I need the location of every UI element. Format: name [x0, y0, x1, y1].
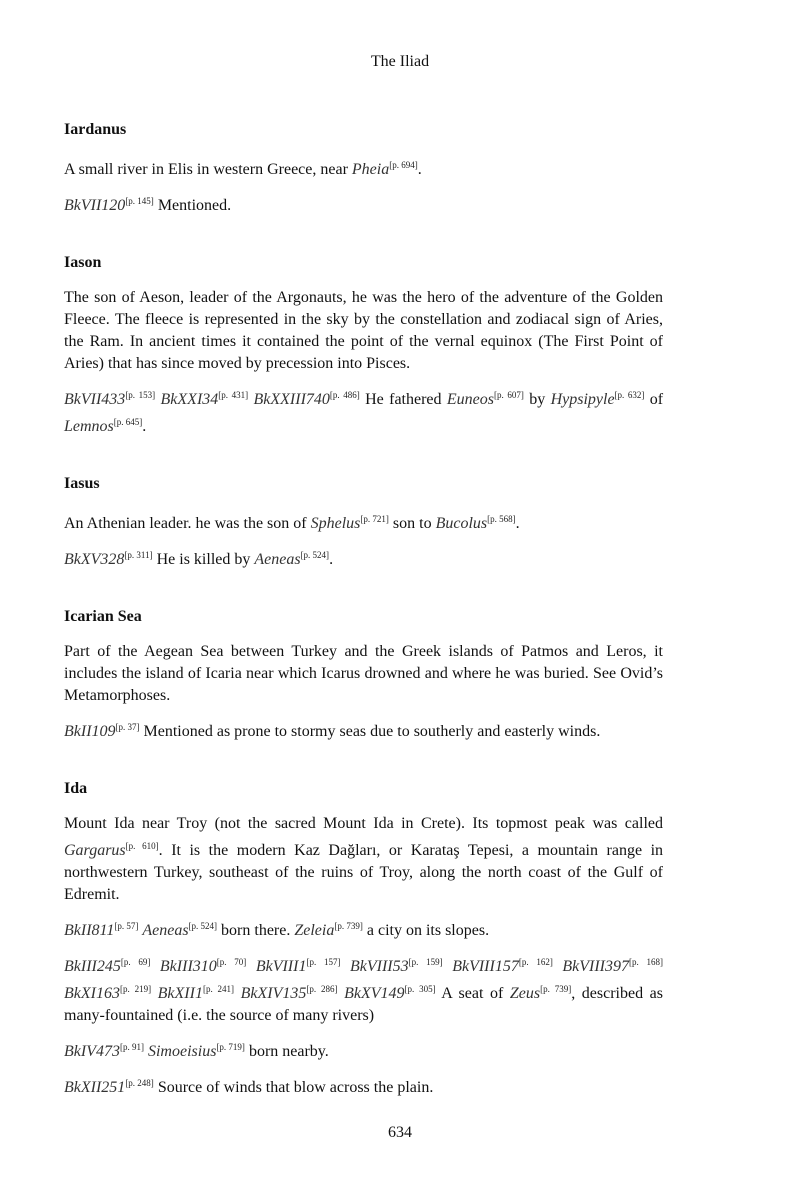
- cross-reference-link[interactable]: Zeus: [509, 985, 541, 1002]
- glossary-entry: [64, 120, 663, 217]
- cross-reference-link[interactable]: Hypsipyle: [550, 391, 615, 408]
- entry-text: A small river in Elis in western Greece, near: [64, 161, 352, 178]
- glossary-entry: [64, 779, 663, 1099]
- page-reference: [p. 162]: [518, 957, 553, 967]
- cross-reference-link[interactable]: Euneos: [446, 391, 494, 408]
- entry-definition: [64, 641, 663, 707]
- page-reference: [p. 157]: [306, 957, 341, 967]
- cross-reference-link[interactable]: Aeneas: [254, 551, 301, 568]
- cross-reference-link[interactable]: BkVIII397: [562, 958, 630, 975]
- page-reference: [p. 168]: [629, 957, 664, 967]
- entry-definition: [64, 287, 663, 375]
- page-reference: [p. 286]: [306, 984, 338, 994]
- glossary-entry: [64, 474, 663, 571]
- page-reference: [p. 37]: [115, 722, 140, 732]
- page-reference: [p. 69]: [120, 957, 151, 967]
- page-reference: [p. 568]: [487, 514, 516, 524]
- entry-text: [443, 958, 453, 975]
- entry-text: of: [644, 391, 664, 408]
- entry-text: .: [142, 418, 147, 435]
- page-reference: [p. 739]: [334, 921, 363, 931]
- entry-text: The son of Aeson, leader of the Argonauts, he was the hero of the adventure of the Golden Fleece. The fleece is represented in the sky by the constellation and zodiacal sign of Aries, the Ram. In ancient times it contained the point of the vernal equinox (The First Point of Aries) that has since moved by precession into Pisces.: [64, 289, 663, 372]
- page-reference: [p. 719]: [216, 1042, 245, 1052]
- entry-text: [234, 985, 241, 1002]
- cross-reference-link[interactable]: BkXIV135: [240, 985, 307, 1002]
- entry-text: Mount Ida near Troy (not the sacred Mount Ida in Crete). Its topmost peak was called: [64, 815, 663, 832]
- cross-reference-link[interactable]: BkVIII157: [452, 958, 519, 975]
- cross-reference-link[interactable]: BkIII245: [64, 958, 121, 975]
- cross-reference-link[interactable]: Lemnos: [64, 418, 114, 435]
- entry-citation: [64, 384, 663, 438]
- entry-text: born there.: [217, 922, 295, 939]
- entry-text: An Athenian leader. he was the son of: [64, 515, 311, 532]
- entry-text: .: [515, 515, 520, 532]
- page-reference: [p. 632]: [614, 390, 645, 400]
- entry-text: Part of the Aegean Sea between Turkey and the Greek islands of Patmos and Leros, it includes the island of Icaria near which Icarus drowned and where he was buried. See Ovid’s Metamorphoses.: [64, 643, 663, 704]
- page-reference: [p. 159]: [408, 957, 443, 967]
- entry-definition: [64, 813, 663, 906]
- entry-headword: Icarian Sea: [64, 608, 142, 625]
- entry-text: A seat of: [435, 985, 510, 1002]
- page-number: 634: [388, 1124, 412, 1141]
- cross-reference-link[interactable]: BkIV473: [64, 1043, 120, 1060]
- entry-citation: [64, 544, 663, 571]
- page-reference: [p. 721]: [360, 514, 389, 524]
- page-reference: [p. 610]: [125, 841, 159, 851]
- entry-text: born nearby.: [244, 1043, 329, 1060]
- page-reference: [p. 524]: [300, 550, 330, 560]
- entry-text: [553, 958, 563, 975]
- cross-reference-link[interactable]: BkXXIII740: [253, 391, 330, 408]
- page-reference: [p. 91]: [119, 1042, 144, 1052]
- running-header: The Iliad: [370, 53, 430, 70]
- page-reference: [p. 305]: [404, 984, 436, 994]
- cross-reference-link[interactable]: Gargarus: [64, 842, 126, 859]
- cross-reference-link[interactable]: BkII811: [64, 922, 115, 939]
- glossary-content: [64, 120, 663, 1135]
- cross-reference-link[interactable]: BkII109: [64, 723, 116, 740]
- entry-text: a city on its slopes.: [362, 922, 490, 939]
- entry-definition: [64, 508, 663, 535]
- page-reference: [p. 524]: [188, 921, 218, 931]
- entry-text: Source of winds that blow across the plain.: [153, 1079, 434, 1096]
- entry-citation: [64, 716, 663, 743]
- cross-reference-link[interactable]: BkIII310: [159, 958, 217, 975]
- entry-text: .: [329, 551, 334, 568]
- cross-reference-link[interactable]: Bucolus: [435, 515, 488, 532]
- entry-text: .: [417, 161, 422, 178]
- entry-text: He is killed by: [152, 551, 255, 568]
- entry-citation: [64, 190, 663, 217]
- entry-headword: Ida: [64, 780, 88, 797]
- entry-text: [340, 958, 350, 975]
- entry-text: by: [523, 391, 551, 408]
- page-reference: [p. 431]: [218, 390, 249, 400]
- page-reference: [p. 311]: [124, 550, 153, 560]
- page-reference: [p. 57]: [114, 921, 139, 931]
- cross-reference-link[interactable]: Simoeisius: [147, 1043, 217, 1060]
- cross-reference-link[interactable]: BkVII120: [64, 197, 126, 214]
- entry-citation: [64, 951, 663, 1027]
- entry-text: Mentioned.: [153, 197, 232, 214]
- cross-reference-link[interactable]: BkXV149: [344, 985, 405, 1002]
- glossary-entry: [64, 253, 663, 438]
- cross-reference-link[interactable]: Pheia: [351, 161, 390, 178]
- cross-reference-link[interactable]: BkXI163: [64, 985, 120, 1002]
- page-reference: [p. 145]: [125, 196, 154, 206]
- page-reference: [p. 486]: [329, 390, 360, 400]
- page-reference: [p. 153]: [125, 390, 156, 400]
- cross-reference-link[interactable]: BkXII251: [64, 1079, 126, 1096]
- entry-text: son to: [388, 515, 436, 532]
- cross-reference-link[interactable]: BkXII1: [157, 985, 203, 1002]
- entry-text: He fathered: [359, 391, 447, 408]
- entry-text: [151, 985, 158, 1002]
- cross-reference-link[interactable]: Zeleia: [294, 922, 335, 939]
- entry-text: [246, 958, 256, 975]
- entry-citation: [64, 1072, 663, 1099]
- cross-reference-link[interactable]: BkVIII53: [350, 958, 409, 975]
- glossary-entry: [64, 607, 663, 743]
- page-reference: [p. 645]: [113, 417, 143, 427]
- page-reference: [p. 739]: [540, 984, 572, 994]
- cross-reference-link[interactable]: BkXV328: [64, 551, 125, 568]
- entry-text: Mentioned as prone to stormy seas due to southerly and easterly winds.: [139, 723, 601, 740]
- cross-reference-link[interactable]: Sphelus: [310, 515, 361, 532]
- page-reference: [p. 219]: [119, 984, 152, 994]
- entry-citation: [64, 915, 663, 942]
- cross-reference-link[interactable]: BkXXI34: [160, 391, 219, 408]
- page-reference: [p. 694]: [389, 160, 418, 170]
- entry-headword: Iasus: [64, 475, 100, 492]
- cross-reference-link[interactable]: BkVII433: [64, 391, 126, 408]
- entry-text: [150, 958, 160, 975]
- page-reference: [p. 70]: [216, 957, 247, 967]
- entry-headword: Iardanus: [64, 121, 127, 138]
- entry-citation: [64, 1036, 663, 1063]
- page-reference: [p. 607]: [494, 390, 524, 400]
- entry-text: . It is the modern Kaz Dağları, or Karataş Tepesi, a mountain range in northwestern Turkey, southeast of the ruins of Troy, along the north coast of the Gulf of Edremit.: [64, 842, 664, 903]
- entry-headword: Iason: [64, 254, 102, 271]
- page-reference: [p. 248]: [125, 1078, 154, 1088]
- page-reference: [p. 241]: [202, 984, 235, 994]
- cross-reference-link[interactable]: Aeneas: [142, 922, 189, 939]
- entry-text: , described as many-fountained (i.e. the source of many rivers): [64, 985, 664, 1024]
- entry-definition: [64, 154, 663, 181]
- cross-reference-link[interactable]: BkVIII1: [255, 958, 307, 975]
